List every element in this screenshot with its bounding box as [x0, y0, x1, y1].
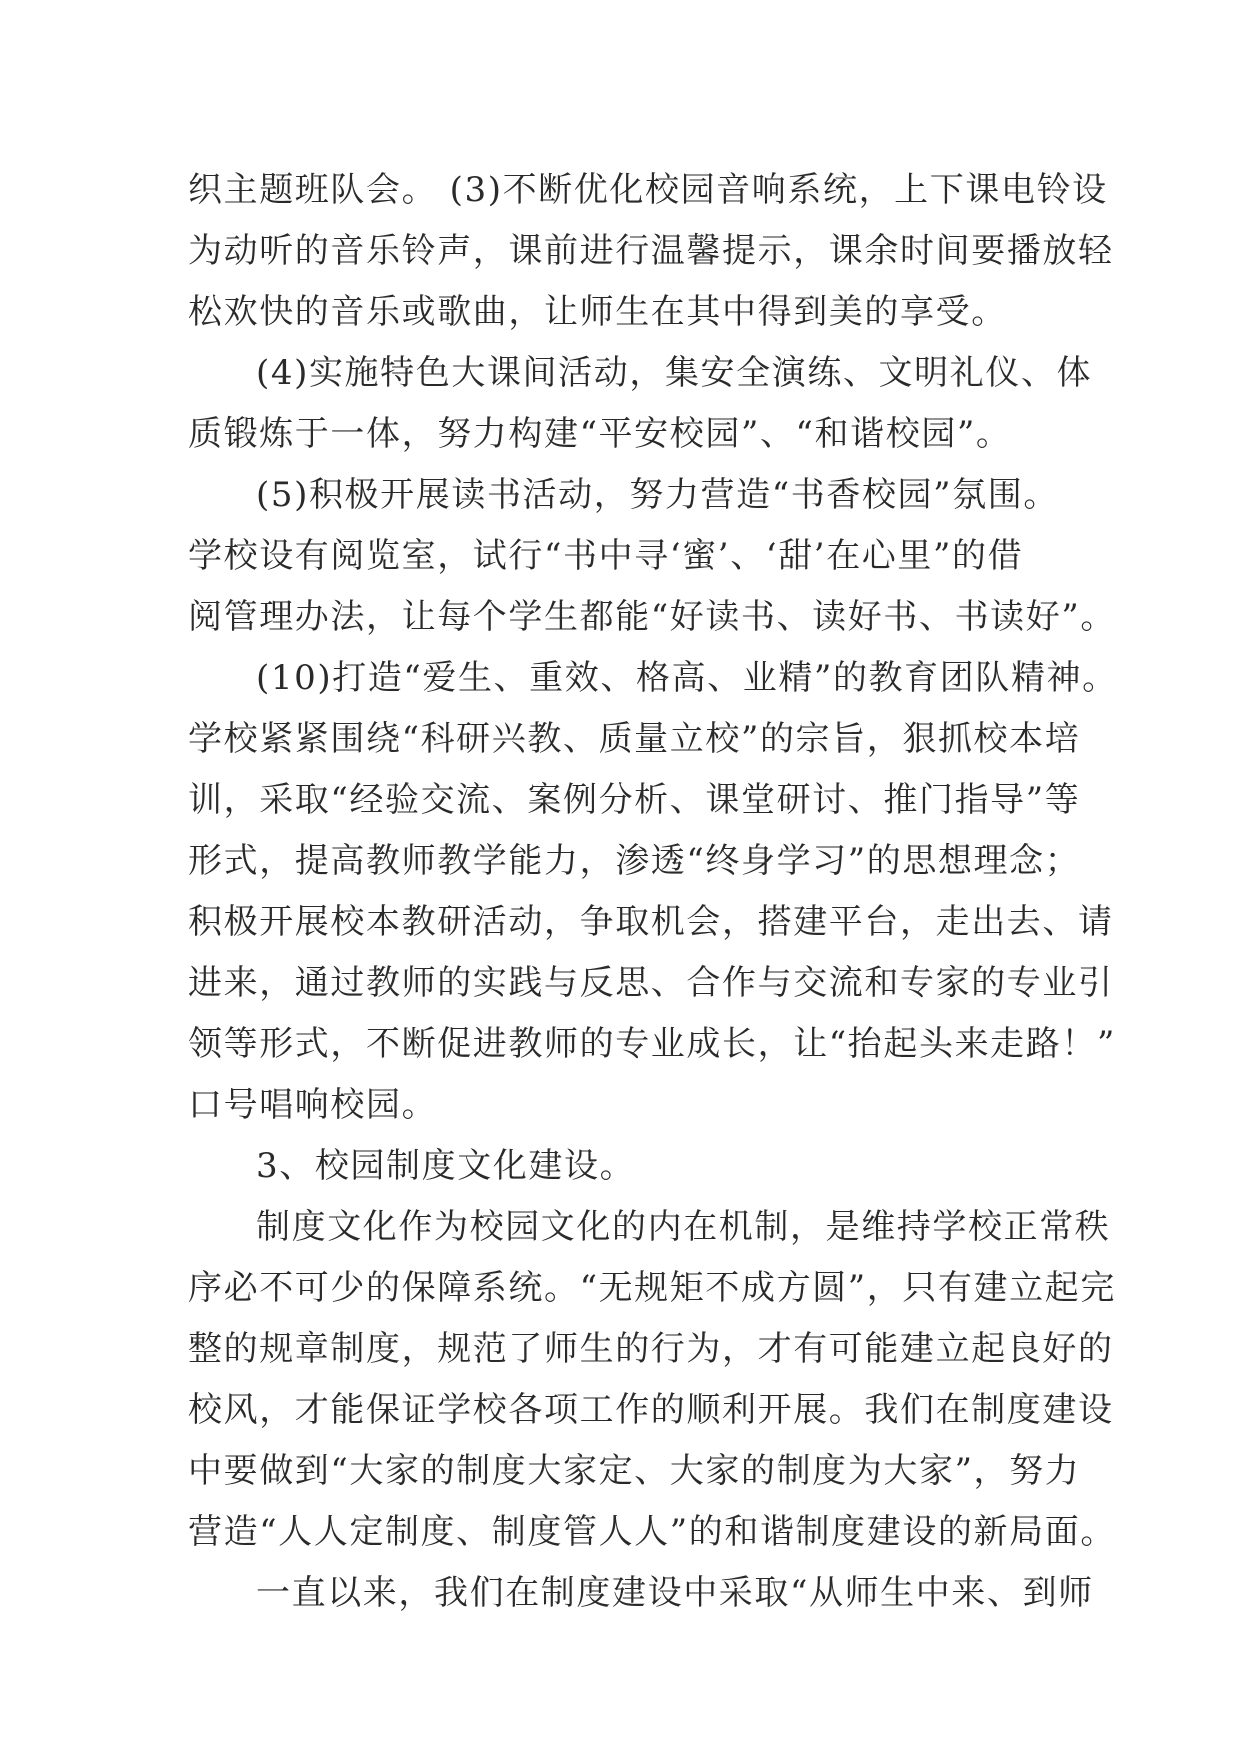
text-line: (10)打造“爱生、重效、格高、业精”的教育团队精神。 — [256, 658, 1118, 698]
text-line: 为动听的音乐铃声，课前进行温馨提示，课余时间要播放轻 — [188, 231, 1114, 271]
text-line: 阅管理办法，让每个学生都能“好读书、读好书、书读好”。 — [188, 597, 1116, 637]
text-line: 校风，才能保证学校各项工作的顺利开展。我们在制度建设 — [188, 1390, 1114, 1430]
text-line: 领等形式，不断促进教师的专业成长，让“抬起头来走路！” — [188, 1024, 1116, 1064]
document-body — [188, 160, 1118, 1624]
text-line: 口号唱响校园。 — [188, 1085, 438, 1125]
text-line: 学校紧紧围绕“科研兴教、质量立校”的宗旨，狠抓校本培 — [188, 719, 1081, 759]
text-line: 营造“人人定制度、制度管人人”的和谐制度建设的新局面。 — [188, 1512, 1116, 1552]
text-line: (4)实施特色大课间活动，集安全演练、文明礼仪、体 — [256, 353, 1093, 393]
text-line: 制度文化作为校园文化的内在机制，是维持学校正常秩 — [256, 1207, 1111, 1247]
text-line: 训，采取“经验交流、案例分析、课堂研讨、推门指导”等 — [188, 780, 1081, 820]
text-line: 质锻炼于一体，努力构建“平安校园”、“和谐校园”。 — [188, 414, 1012, 454]
text-line: 进来，通过教师的实践与反思、合作与交流和专家的专业引 — [188, 963, 1114, 1003]
text-line: (5)积极开展读书活动，努力营造“书香校园”氛围。 — [256, 475, 1059, 515]
text-line: 一直以来，我们在制度建设中采取“从师生中来、到师 — [256, 1573, 1094, 1613]
text-line: 松欢快的音乐或歌曲，让师生在其中得到美的享受。 — [188, 292, 1007, 332]
text-line: 积极开展校本教研活动，争取机会，搭建平台，走出去、请 — [188, 902, 1114, 942]
text-line: 中要做到“大家的制度大家定、大家的制度为大家”，努力 — [188, 1451, 1081, 1491]
text-line: 形式，提高教师教学能力，渗透“终身学习”的思想理念； — [188, 841, 1081, 881]
text-line: 整的规章制度，规范了师生的行为，才有可能建立起良好的 — [188, 1329, 1114, 1369]
text-line: 3、校园制度文化建设。 — [256, 1146, 636, 1186]
text-line: 学校设有阅览室，试行“书中寻‘蜜’、‘甜’在心里”的借 — [188, 536, 1024, 576]
text-line: 序必不可少的保障系统。“无规矩不成方圆”，只有建立起完 — [188, 1268, 1116, 1308]
text-line: 织主题班队会。 (3)不断优化校园音响系统，上下课电铃设 — [188, 170, 1108, 210]
